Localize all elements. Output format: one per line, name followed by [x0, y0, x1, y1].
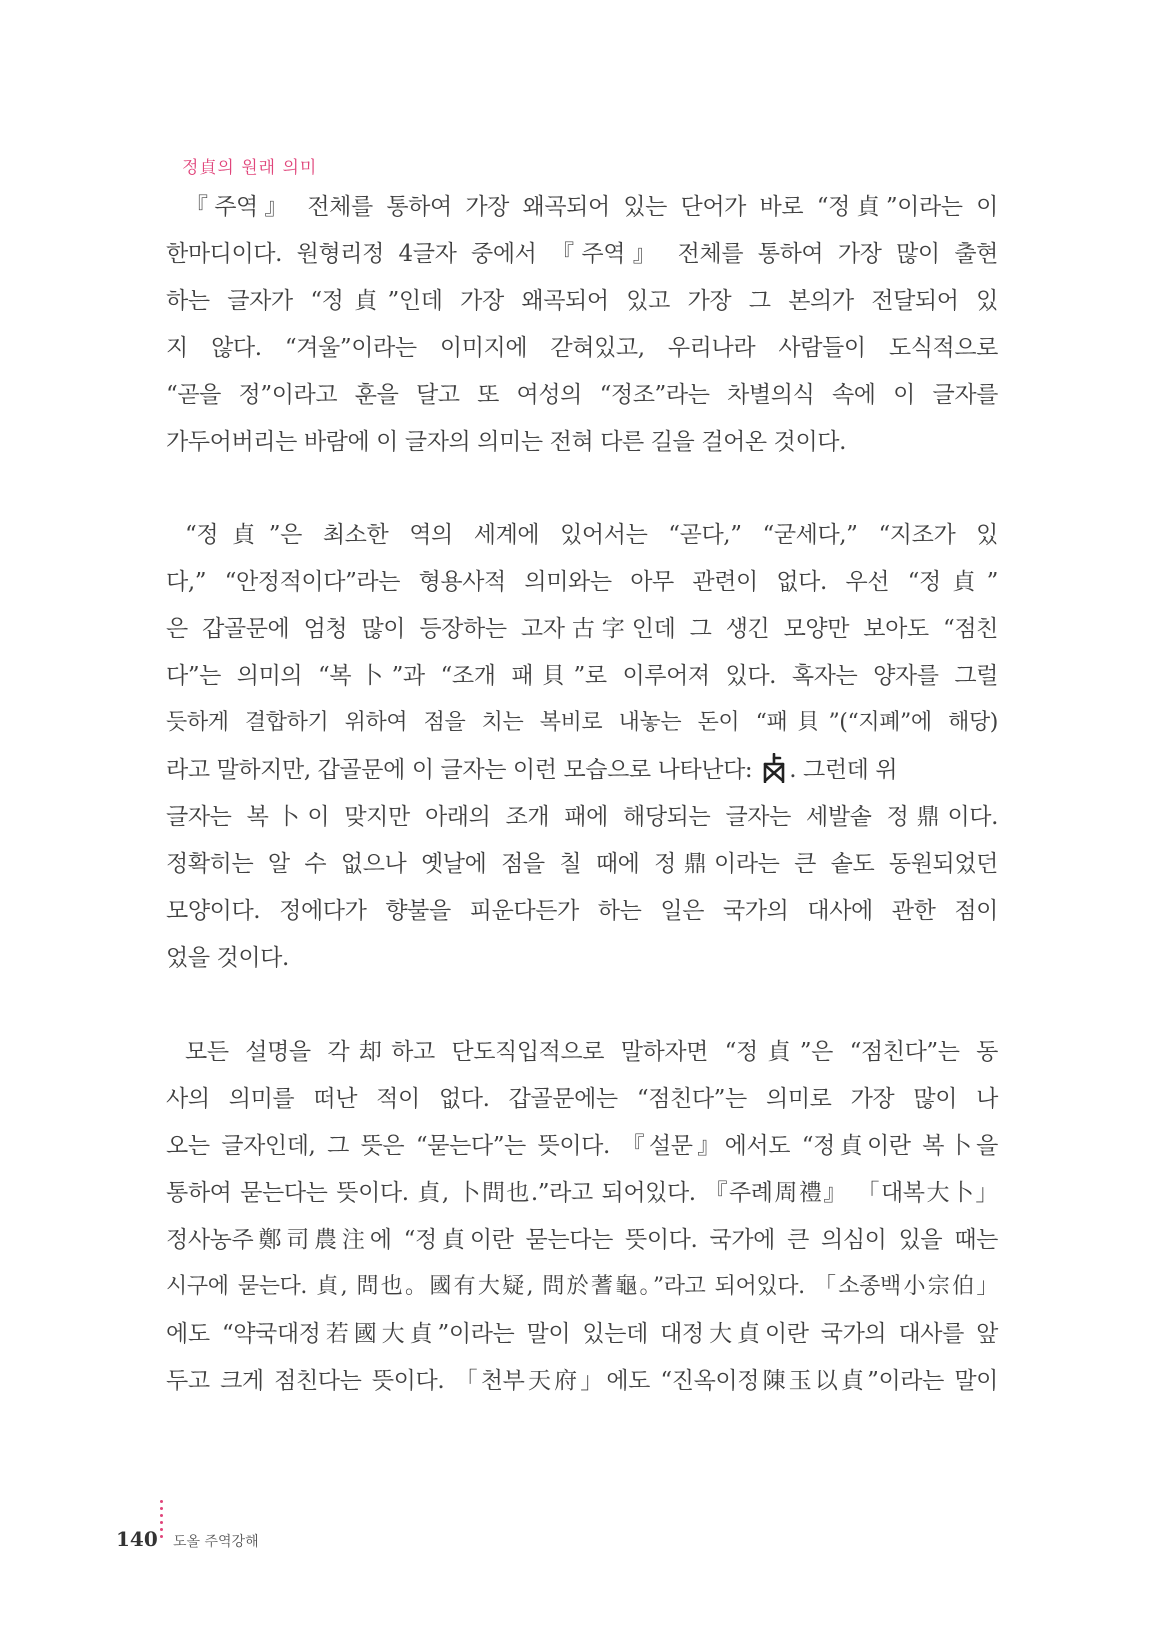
text-line: 『주역』 전체를 통하여 가장 왜곡되어 있는 단어가 바로 “정貞”이라는 이 [185, 194, 998, 220]
running-title: 도올 주역강해 [173, 1534, 259, 1550]
text-line: 었을 것이다. [166, 945, 289, 971]
text-line: “정貞”은 최소한 역의 세계에 있어서는 “곧다,” “굳세다,” “지조가 있 [185, 522, 998, 548]
text-line: 정확히는 알 수 없으나 옛날에 점을 칠 때에 정鼎이라는 큰 솥도 동원되었던 [166, 851, 998, 877]
text-line-with-glyph [166, 753, 998, 787]
text-line: “곧을 정”이라고 훈을 달고 또 여성의 “정조”라는 차별의식 속에 이 글자를 [166, 382, 998, 408]
text-line: 사의 의미를 떠난 적이 없다. 갑골문에는 “점친다”는 의미로 가장 많이 나 [166, 1086, 998, 1112]
text-line: 모양이다. 정에다가 향불을 피운다든가 하는 일은 국가의 대사에 관한 점이 [166, 898, 998, 924]
footer-divider [160, 1500, 164, 1550]
section-heading: 정貞의 원래 의미 [182, 158, 318, 178]
text-segment: 라고 말하지만, 갑골문에 이 글자는 이런 모습으로 나타난다: [166, 757, 760, 783]
text-line: 가두어버리는 바람에 이 글자의 의미는 전혀 다른 길을 걸어온 것이다. [166, 429, 847, 455]
text-line: 다”는 의미의 “복卜”과 “조개 패貝”로 이루어져 있다. 혹자는 양자를 그럴 [166, 663, 998, 689]
oracle-bone-glyph-icon [761, 753, 787, 783]
text-line: 모든 설명을 각却하고 단도직입적으로 말하자면 “정貞”은 “점친다”는 동 [185, 1039, 998, 1065]
text-line: 에도 “약국대정若國大貞”이라는 말이 있는데 대정大貞이란 국가의 대사를 앞 [166, 1321, 998, 1347]
text-line: 한마디이다. 원형리정 4글자 중에서 『주역』 전체를 통하여 가장 많이 출현 [166, 241, 998, 267]
page-number: 140 [116, 1527, 158, 1551]
text-line: 시구에 묻는다. 貞, 問也。國有大疑, 問於蓍龜。”라고 되어있다. 「소종백小宗伯」 [166, 1274, 998, 1299]
text-line: 오는 글자인데, 그 뜻은 “묻는다”는 뜻이다. 『설문』에서도 “정貞이란 복卜을 [166, 1133, 998, 1159]
text-line: 다,” “안정적이다”라는 형용사적 의미와는 아무 관련이 없다. 우선 “정貞” [166, 569, 998, 595]
text-line: 지 않다. “겨울”이라는 이미지에 갇혀있고, 우리나라 사람들이 도식적으로 [166, 335, 998, 361]
text-line: 듯하게 결합하기 위하여 점을 치는 복비로 내놓는 돈이 “패貝”(“지폐”에 해당) [166, 710, 998, 735]
text-line: 글자는 복卜이 맞지만 아래의 조개 패에 해당되는 글자는 세발솥 정鼎이다. [166, 804, 998, 830]
text-line: 은 갑골문에 엄청 많이 등장하는 고자古字인데 그 생긴 모양만 보아도 “점친 [166, 616, 998, 642]
text-line: 정사농주鄭司農注에 “정貞이란 묻는다는 뜻이다. 국가에 큰 의심이 있을 때는 [166, 1227, 998, 1253]
text-line: 하는 글자가 “정貞”인데 가장 왜곡되어 있고 가장 그 본의가 전달되어 있 [166, 288, 998, 314]
text-line: 통하여 묻는다는 뜻이다. 貞, 卜問也.”라고 되어있다. 『주례周禮』 「대복大卜」 [166, 1180, 998, 1206]
text-line: 두고 크게 점친다는 뜻이다. 「천부天府」에도 “진옥이정陳玉以貞”이라는 말이 [166, 1368, 998, 1394]
text-segment: . 그런데 위 [789, 757, 898, 783]
